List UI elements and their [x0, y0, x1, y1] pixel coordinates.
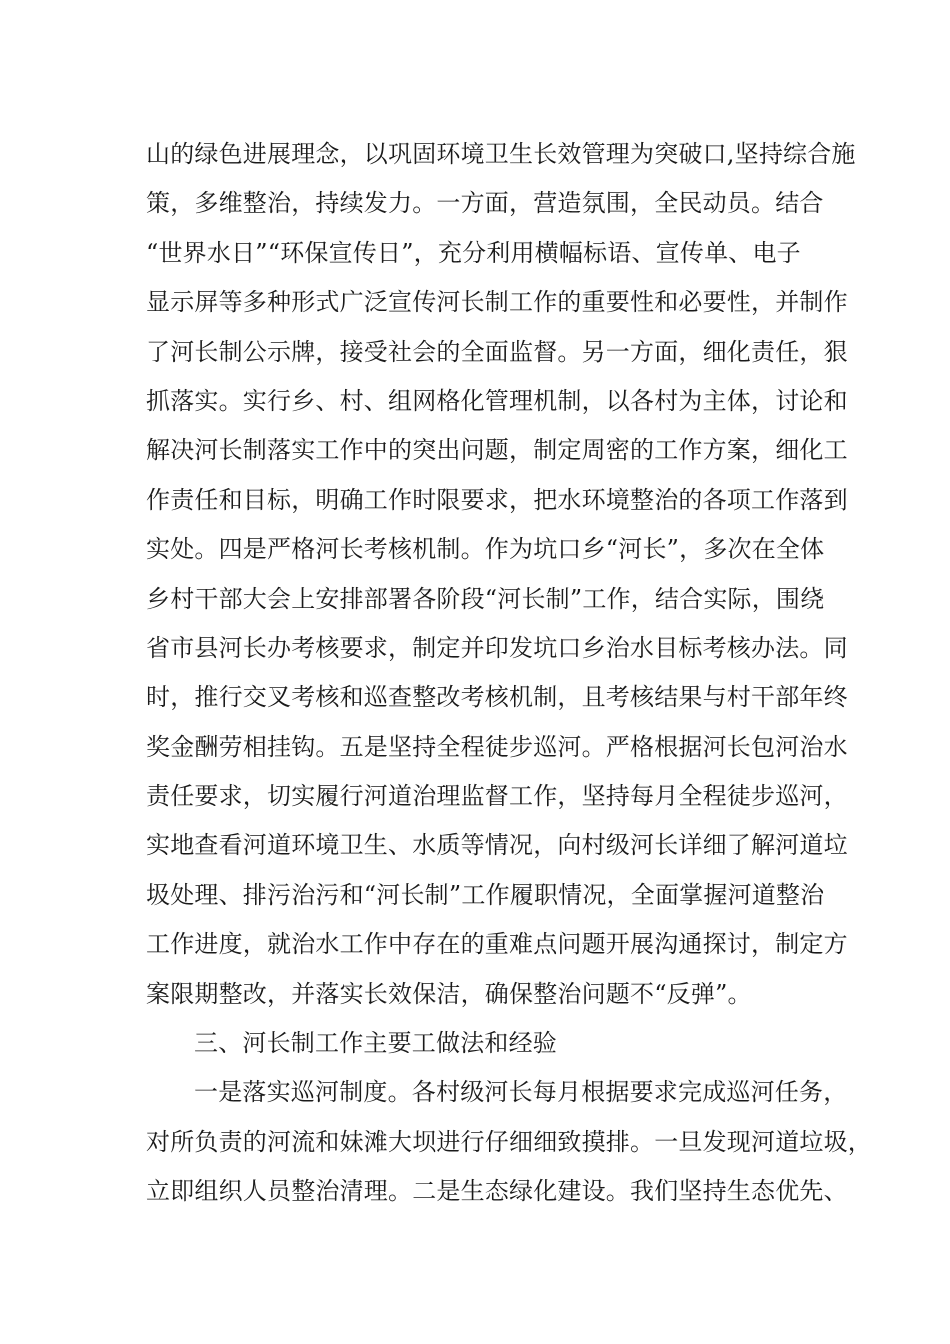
text-line: 作责任和目标，明确工作时限要求，把水环境整治的各项工作落到 [146, 485, 848, 514]
text-line: 乡村干部大会上安排部署各阶段“河长制”工作，结合实际，围绕 [146, 584, 825, 613]
text-line: 显示屏等多种形式广泛宣传河长制工作的重要性和必要性，并制作 [146, 288, 848, 317]
text-line: 山的绿色进展理念，以巩固环境卫生长效管理为突破口,坚持综合施 [146, 140, 856, 168]
text-line: 案限期整改，并落实长效保洁，确保整治问题不“反弹”。 [146, 979, 752, 1008]
text-line: 省市县河长办考核要求，制定并印发坑口乡治水目标考核办法。同 [146, 633, 848, 662]
text-line: 责任要求，切实履行河道治理监督工作，坚持每月全程徒步巡河， [146, 782, 848, 811]
text-line: 奖金酬劳相挂钩。五是坚持全程徒步巡河。严格根据河长包河治水 [146, 732, 848, 761]
section-heading: 三、河长制工作主要工做法和经验 [194, 1029, 557, 1058]
text-line: 对所负责的河流和妹滩大坝进行仔细细致摸排。一旦发现河道垃圾， [146, 1127, 872, 1156]
text-line: 圾处理、排污治污和“河长制”工作履职情况，全面掌握河道整治 [146, 880, 825, 909]
body-text [146, 130, 872, 1217]
text-line: 抓落实。实行乡、村、组网格化管理机制，以各村为主体，讨论和 [146, 386, 848, 415]
text-line: 解决河长制落实工作中的突出问题，制定周密的工作方案，细化工 [146, 436, 848, 465]
text-line: “世界水日”“环保宣传日”，充分利用横幅标语、宣传单、电子 [146, 238, 801, 267]
text-line: 一是落实巡河制度。各村级河长每月根据要求完成巡河任务， [194, 1078, 848, 1107]
text-line: 时，推行交叉考核和巡查整改考核机制，且考核结果与村干部年终 [146, 683, 848, 712]
text-line: 实处。四是严格河长考核机制。作为坑口乡“河长”，多次在全体 [146, 535, 825, 564]
text-line: 工作进度，就治水工作中存在的重难点问题开展沟通探讨，制定方 [146, 930, 848, 959]
text-line: 立即组织人员整治清理。二是生态绿化建设。我们坚持生态优先、 [146, 1177, 848, 1206]
text-line: 了河长制公示牌，接受社会的全面监督。另一方面，细化责任，狠 [146, 337, 848, 366]
text-line: 策，多维整治，持续发力。一方面，营造氛围，全民动员。结合 [146, 189, 824, 218]
text-line: 实地查看河道环境卫生、水质等情况，向村级河长详细了解河道垃 [146, 831, 848, 860]
